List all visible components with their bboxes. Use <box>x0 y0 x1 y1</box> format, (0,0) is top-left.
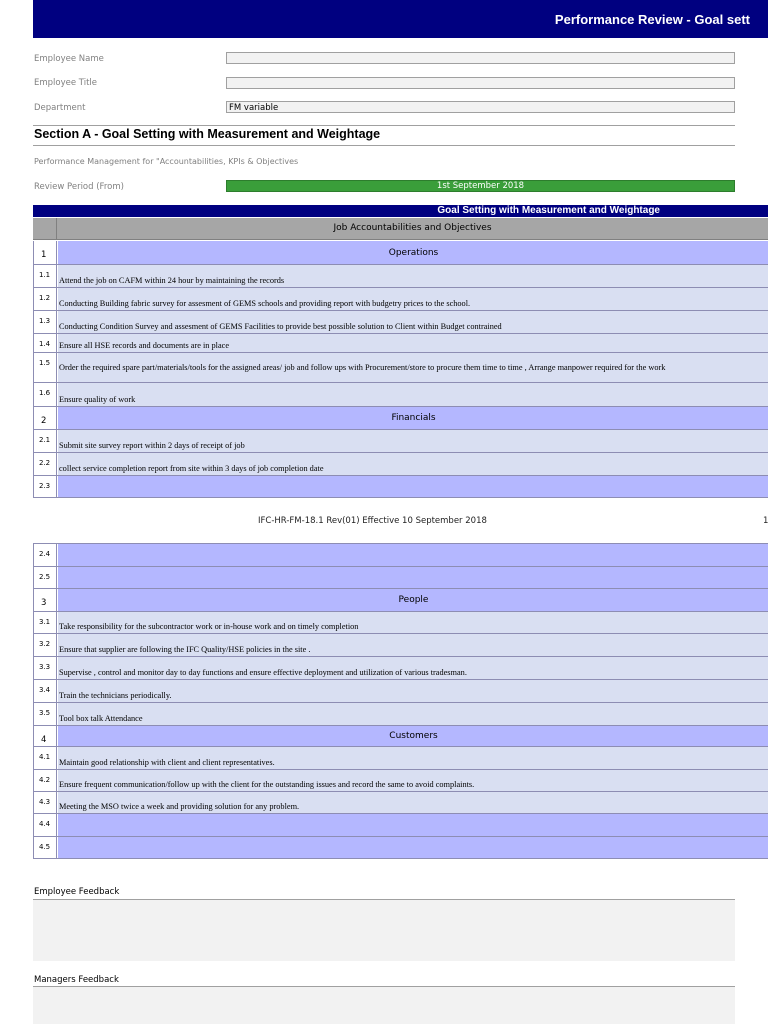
row-number: 4.2 <box>34 770 57 791</box>
objective-cell[interactable]: Ensure quality of work <box>58 383 768 406</box>
category-label: Operations <box>58 241 768 264</box>
table-row <box>34 265 768 288</box>
row-number: 3 <box>34 589 57 611</box>
employee-title-label: Employee Title <box>34 78 98 88</box>
section-subtitle: Performance Management for "Accountabilities, KPIs & Objectives <box>34 157 299 166</box>
table-row <box>34 288 768 311</box>
category-row <box>34 407 768 430</box>
column-header-label: Job Accountabilities and Objectives <box>333 223 492 233</box>
objective-cell[interactable] <box>58 544 768 566</box>
table-row <box>34 657 768 680</box>
table-row <box>34 453 768 476</box>
table-row <box>34 814 768 837</box>
objective-cell[interactable]: Conducting Building fabric survey for assesment of GEMS schools and providing report with budgetry prices to the school. <box>58 288 768 310</box>
department-field[interactable]: FM variable <box>226 101 735 113</box>
goal-setting-band <box>33 205 768 217</box>
column-header-number-cell <box>33 218 57 239</box>
objective-cell[interactable]: Meeting the MSO twice a week and providing solution for any problem. <box>58 792 768 813</box>
header-bar <box>33 0 768 38</box>
objective-cell[interactable]: Submit site survey report within 2 days of receipt of job <box>58 430 768 452</box>
objective-cell[interactable]: Maintain good relationship with client and client representatives. <box>58 747 768 769</box>
row-number: 1 <box>34 241 57 264</box>
section-title: Section A - Goal Setting with Measurement and Weightage <box>34 127 381 141</box>
row-number: 3.3 <box>34 657 57 679</box>
row-number: 2.2 <box>34 453 57 475</box>
row-number: 2.5 <box>34 567 57 588</box>
row-number: 1.6 <box>34 383 57 406</box>
objective-cell[interactable]: Attend the job on CAFM within 24 hour by maintaining the records <box>58 265 768 287</box>
objective-cell[interactable]: Conducting Condition Survey and assesment of GEMS Facilities to provide best possible solution to Client within Budget contrained <box>58 311 768 333</box>
row-number: 3.2 <box>34 634 57 656</box>
row-number: 3.5 <box>34 703 57 725</box>
review-period-field[interactable]: 1st September 2018 <box>226 180 735 192</box>
table-row <box>34 544 768 567</box>
row-number: 3.4 <box>34 680 57 702</box>
divider <box>33 125 735 126</box>
category-row <box>34 589 768 612</box>
row-number: 4.1 <box>34 747 57 769</box>
divider <box>33 145 735 146</box>
table-row <box>34 634 768 657</box>
row-number: 4.4 <box>34 814 57 836</box>
row-number: 2.1 <box>34 430 57 452</box>
row-number: 2.3 <box>34 476 57 497</box>
objective-cell[interactable] <box>58 814 768 836</box>
review-period-label: Review Period (From) <box>34 182 124 192</box>
employee-feedback-label: Employee Feedback <box>34 887 120 897</box>
table-row <box>34 792 768 814</box>
managers-feedback-box[interactable] <box>33 986 735 1024</box>
objective-cell[interactable]: collect service completion report from site within 3 days of job completion date <box>58 453 768 475</box>
objective-cell[interactable]: Train the technicians periodically. <box>58 680 768 702</box>
objective-cell[interactable]: Ensure all HSE records and documents are in place <box>58 334 768 352</box>
row-number: 4.5 <box>34 837 57 858</box>
table-row <box>34 430 768 453</box>
department-label: Department <box>34 103 86 113</box>
row-number: 4 <box>34 726 57 746</box>
category-label: People <box>58 589 768 611</box>
objective-cell[interactable]: Take responsibility for the subcontractor work or in-house work and on timely completion <box>58 612 768 633</box>
objective-cell[interactable]: Tool box talk Attendance <box>58 703 768 725</box>
category-row <box>34 726 768 747</box>
row-number: 1.5 <box>34 353 57 382</box>
table-row <box>34 837 768 859</box>
row-number: 2 <box>34 407 57 429</box>
objective-cell[interactable]: Ensure frequent communication/follow up with the client for the outstanding issues and record the same to avoid complaints. <box>58 770 768 791</box>
row-number: 4.3 <box>34 792 57 813</box>
category-label: Financials <box>58 407 768 429</box>
table-row <box>34 567 768 589</box>
row-number: 3.1 <box>34 612 57 633</box>
goals-table-page-1 <box>33 241 768 498</box>
objective-cell[interactable]: Ensure that supplier are following the IFC Quality/HSE policies in the site . <box>58 634 768 656</box>
goal-setting-band-title: Goal Setting with Measurement and Weightage <box>437 205 660 216</box>
table-row <box>34 476 768 498</box>
objective-cell[interactable] <box>58 837 768 858</box>
goals-table-page-2 <box>33 543 768 859</box>
page-footer <box>0 516 768 526</box>
objective-cell[interactable] <box>58 567 768 588</box>
page-title: Performance Review - Goal sett <box>554 12 750 27</box>
table-row <box>34 334 768 353</box>
row-number: 2.4 <box>34 544 57 566</box>
row-number: 1.2 <box>34 288 57 310</box>
table-row <box>34 383 768 407</box>
employee-name-field[interactable] <box>226 52 735 64</box>
table-row <box>34 680 768 703</box>
employee-feedback-box[interactable] <box>33 899 735 961</box>
employee-name-label: Employee Name <box>34 54 104 64</box>
table-row <box>34 353 768 383</box>
category-row <box>34 241 768 265</box>
table-row <box>34 311 768 334</box>
row-number: 1.3 <box>34 311 57 333</box>
page-number: 1 <box>763 516 768 526</box>
table-row <box>34 770 768 792</box>
table-row <box>34 612 768 634</box>
category-label: Customers <box>58 726 768 746</box>
row-number: 1.1 <box>34 265 57 287</box>
doc-code: IFC-HR-FM-18.1 Rev(01) Effective 10 September 2018 <box>258 516 487 526</box>
objective-cell[interactable] <box>58 476 768 497</box>
table-row <box>34 703 768 726</box>
employee-title-field[interactable] <box>226 77 735 89</box>
managers-feedback-label: Managers Feedback <box>34 975 119 985</box>
row-number: 1.4 <box>34 334 57 352</box>
table-row <box>34 747 768 770</box>
table-column-header <box>33 218 768 240</box>
objective-cell[interactable]: Supervise , control and monitor day to day functions and ensure effective deployment and utilization of various tradesman. <box>58 657 768 679</box>
objective-cell[interactable]: Order the required spare part/materials/tools for the assigned areas/ job and follow ups with Procurement/store to procure them time to time , Arrange manpower required for the work <box>58 353 768 382</box>
